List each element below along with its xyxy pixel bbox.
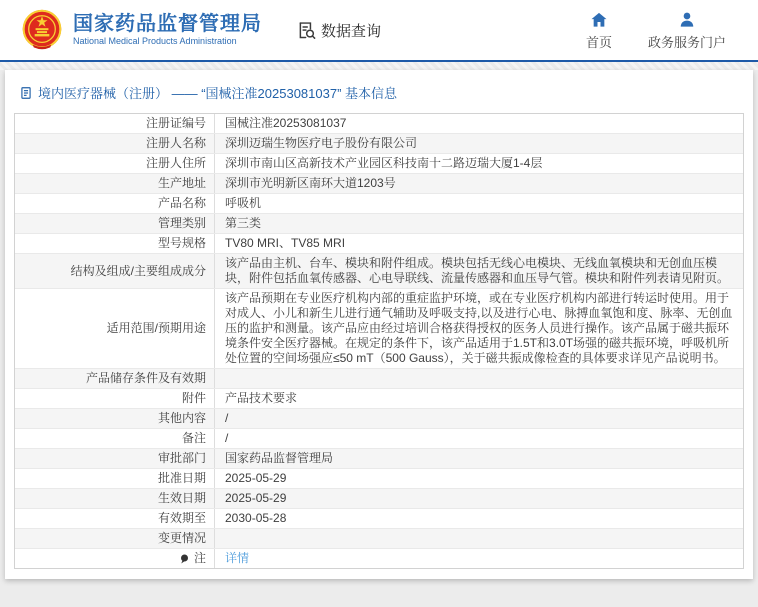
table-row [15, 288, 743, 368]
header-nav [586, 10, 740, 51]
row-value: 产品技术要求 [225, 391, 298, 405]
row-label: 注册证编号 [15, 114, 215, 133]
site-logo[interactable] [20, 8, 262, 52]
national-emblem-icon [20, 8, 64, 52]
row-label: 产品储存条件及有效期 [15, 369, 215, 388]
row-label: 注册人住所 [15, 154, 215, 173]
row-value [215, 529, 743, 548]
home-icon [589, 10, 609, 30]
user-icon [677, 10, 697, 30]
row-value: 2025-05-29 [225, 491, 287, 505]
row-label: 生效日期 [15, 489, 215, 508]
breadcrumb [5, 77, 753, 110]
row-label: 适用范围/预期用途 [15, 289, 215, 368]
table-row-note [15, 548, 743, 568]
detail-link[interactable]: 详情 [225, 551, 250, 565]
data-query-nav[interactable] [296, 20, 381, 41]
data-query-label: 数据查询 [321, 22, 382, 40]
row-label: 审批部门 [15, 449, 215, 468]
site-subtitle: National Medical Products Administration [73, 36, 237, 47]
table-row [15, 388, 743, 408]
table-row [15, 528, 743, 548]
row-value: 呼吸机 [225, 196, 262, 210]
row-value: 深圳市南山区高新技术产业园区科技南十二路迈瑞大厦1-4层 [225, 156, 543, 170]
row-value: 国械注准20253081037 [225, 116, 347, 130]
table-row [15, 193, 743, 213]
row-label: 注 [15, 549, 215, 568]
row-label: 结构及组成/主要组成成分 [15, 254, 215, 288]
nav-home[interactable] [586, 10, 612, 51]
content-panel [5, 70, 753, 579]
row-label: 批准日期 [15, 469, 215, 488]
registration-info-table [14, 113, 744, 569]
table-row [15, 253, 743, 288]
row-label: 生产地址 [15, 174, 215, 193]
row-value [215, 369, 743, 388]
table-row [15, 173, 743, 193]
row-value: TV80 MRI、TV85 MRI [225, 236, 346, 250]
table-row [15, 468, 743, 488]
row-value: 2025-05-29 [225, 471, 287, 485]
row-label: 其他内容 [15, 409, 215, 428]
table-row [15, 488, 743, 508]
row-label: 产品名称 [15, 194, 215, 213]
table-row [15, 508, 743, 528]
row-value: 2030-05-28 [225, 511, 287, 525]
note-balloon-icon [179, 553, 191, 565]
row-label: 注册人名称 [15, 134, 215, 153]
nav-portal-label: 政务服务门户 [647, 34, 726, 50]
table-row [15, 213, 743, 233]
table-row [15, 153, 743, 173]
row-label: 有效期至 [15, 509, 215, 528]
row-value: 深圳市光明新区南环大道1203号 [225, 176, 396, 190]
row-label: 型号规格 [15, 234, 215, 253]
row-value: 该产品预期在专业医疗机构内部的重症监护环境，或在专业医疗机构内部进行转运时使用。用于对成人、小儿和新生儿进行通气辅助及呼吸支持,以及进行心电、脉搏血氧饱和度、脉率、无创血压的监护和测量。该产品应由经过培训合格获得授权的医务人员进行操作。该产品属于磁共振环境条件安全医疗器械。在规定的条件下，该产品适用于1.5T和3.0T场强的磁共振环境，呼吸机所处位置的空间场强应≤50 mT（500 Gauss），关于磁共振成像检查的具体要求详见产品说明书。 [225, 291, 733, 365]
row-label: 变更情况 [15, 529, 215, 548]
table-row [15, 428, 743, 448]
table-row [15, 368, 743, 388]
table-row [15, 233, 743, 253]
row-value: / [225, 411, 229, 425]
row-label: 管理类别 [15, 214, 215, 233]
row-label: 备注 [15, 429, 215, 448]
table-row [15, 408, 743, 428]
document-search-icon [296, 20, 317, 41]
row-value: 第三类 [225, 216, 262, 230]
nav-portal[interactable] [648, 10, 726, 51]
row-value: 深圳迈瑞生物医疗电子股份有限公司 [225, 136, 418, 150]
table-row [15, 114, 743, 133]
row-value: / [225, 431, 229, 445]
header-hatch-band [0, 62, 758, 70]
site-title: 国家药品监督管理局 [73, 13, 262, 36]
row-value [215, 549, 743, 568]
breadcrumb-text: 境内医疗器械（注册） —— “国械注准20253081037” 基本信息 [38, 86, 398, 101]
row-label: 附件 [15, 389, 215, 408]
page-icon [19, 86, 33, 100]
row-value: 国家药品监督管理局 [225, 451, 334, 465]
site-title-block [73, 13, 262, 47]
table-row [15, 133, 743, 153]
page-header [0, 0, 758, 62]
table-row [15, 448, 743, 468]
nav-home-label: 首页 [585, 34, 612, 50]
row-value: 该产品由主机、台车、模块和附件组成。模块包括无线心电模块、无线血氧模块和无创血压模块，附件包括血氧传感器、心电导联线、流量传感器和血压导气管。模块和附件列表请见附页。 [225, 256, 730, 285]
